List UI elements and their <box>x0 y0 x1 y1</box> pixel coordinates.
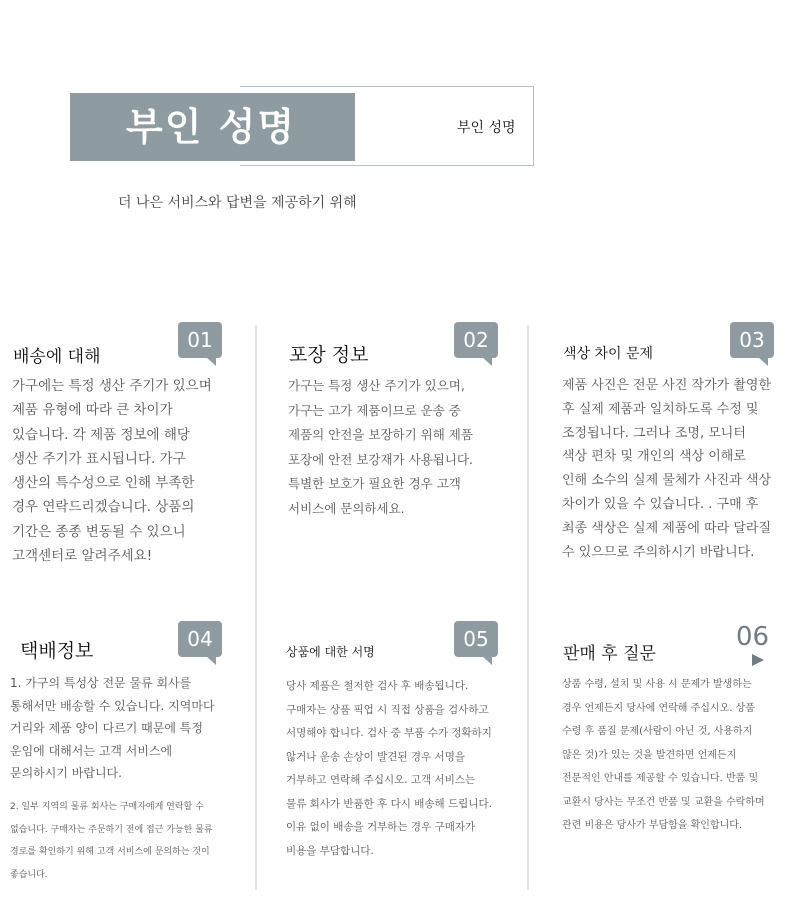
card-number-badge: 01 <box>178 322 222 358</box>
card-text: 가구에는 특정 생산 주기가 있으며 제품 유형에 따라 큰 차이가 있습니다. 각 제품 정보에 해당 생산 주기가 표시됩니다. 가구 생산의 특수성으로 인해 부족한 경우 연락드리겠습니다. 상품의 기간은 종종 변동될 수 있으니 고객센터로 알려주세요! <box>12 378 212 565</box>
card-title: 상품에 대한 서명 <box>286 645 375 659</box>
card-text: 제품 사진은 전문 사진 작가가 촬영한 후 실제 제품과 일치하도록 수정 및 조정됩니다. 그러나 조명, 모니터 색상 편차 및 개인의 색상 이해로 인해 소수의 실제 물체가 사진과 색상 차이가 있을 수 있습니다. . 구매 후 최종 색상은 실제 제품에 따라 달라질 수 있으므로 주의하시기 바랍니다. <box>562 378 772 560</box>
column-divider <box>527 325 529 890</box>
card-title: 판매 후 질문 <box>563 644 656 664</box>
column-divider <box>255 325 257 890</box>
card-title: 색상 차이 문제 <box>563 346 654 362</box>
card-number-label: 06 <box>736 622 770 652</box>
card-text: 1. 가구의 특성상 전문 물류 회사를 통해서만 배송할 수 있습니다. 지역마다 거리와 제품 양이 다르기 때문에 특정 운임에 대해서는 고객 서비스에 문의하시기 바랍니다. <box>10 676 215 780</box>
page-subtitle: 더 나은 서비스와 답변을 제공하기 위해 <box>118 195 357 211</box>
arrow-right-icon <box>752 654 764 666</box>
page-title-small: 부인 성명 <box>457 120 516 136</box>
card-title: 배송에 대해 <box>13 347 101 367</box>
card-title: 포장 정보 <box>289 344 369 366</box>
card-number-badge: 02 <box>454 322 498 358</box>
card-text-note: 2. 일부 지역의 물류 회사는 구매자에게 연락할 수 없습니다. 구매자는 주문하기 전에 접근 가능한 물류 경로를 확인하기 위해 고객 서비스에 문의하는 것이 좋습니다. <box>10 802 213 880</box>
card-number-badge: 04 <box>178 621 222 657</box>
page-title: 부인 성명 <box>126 105 297 149</box>
card-title: 택배정보 <box>20 640 94 662</box>
card-number-badge: 05 <box>454 621 498 657</box>
card-number-badge: 03 <box>730 322 774 358</box>
card-text: 당사 제품은 철저한 검사 후 배송됩니다. 구매자는 상품 픽업 시 직접 상품을 검사하고 서명해야 합니다. 검사 중 부품 수가 정확하지 않거나 운송 손상이 발견된 경우 서명을 거부하고 연락해 주십시오. 고객 서비스는 물류 회사가 반품한 후 다시 배송해 드립니다. 이유 없이 배송을 거부하는 경우 구매자가 비용을 부담합니다. <box>286 680 492 857</box>
card-text: 상품 수령, 설치 및 사용 시 문제가 발생하는 경우 언제든지 당사에 연락해 주십시오. 상품 수령 후 품질 문제(사람이 아닌 것, 사용하지 않은 것)가 있는 것을 발견하면 언제든지 전문적인 안내를 제공할 수 있습니다. 반품 및 교환시 당사는 무조건 반품 및 교환을 수락하며 관련 비용은 당사가 부담함을 확인합니다. <box>562 679 765 831</box>
card-text: 가구는 특정 생산 주기가 있으며, 가구는 고가 제품이므로 운송 중 제품의 안전을 보장하기 위해 제품 포장에 안전 보강재가 사용됩니다. 특별한 보호가 필요한 경우 고객 서비스에 문의하세요. <box>288 378 473 516</box>
